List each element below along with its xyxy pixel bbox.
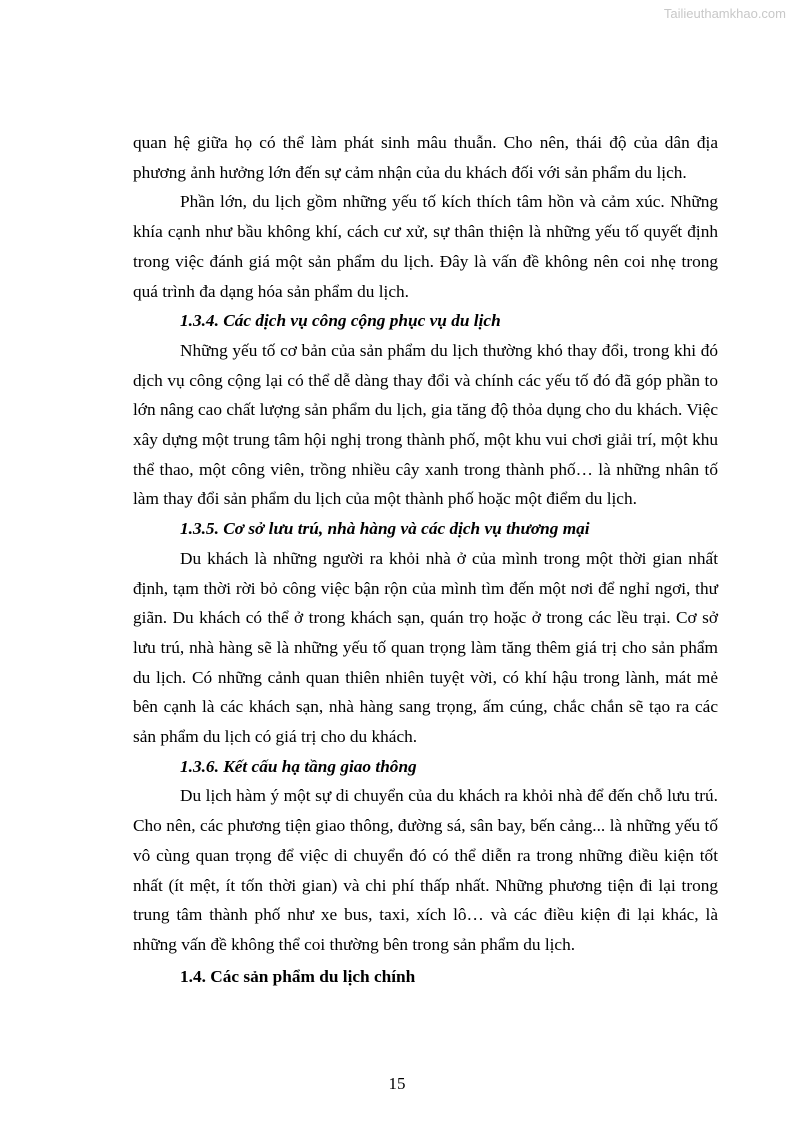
section-heading-1-4: 1.4. Các sản phẩm du lịch chính <box>180 966 416 986</box>
paragraph-public-services: Những yếu tố cơ bản của sản phẩm du lịch thường khó thay đổi, trong khi đó dịch vụ công cộng lại có thể dễ dàng thay đổi và chính các yếu tố đó đã góp phần to lớn nâng cao chất lượng sản phẩm du lịch, gia tăng độ thỏa dụng cho du khách. Việc xây dựng một trung tâm hội nghị trong thành phố, một khu vui chơi giải trí, một khu thể thao, một công viên, trồng nhiều cây xanh trong thành phố… là những nhân tố làm thay đổi sản phẩm du lịch của một thành phố hoặc một điểm du lịch. <box>133 340 718 509</box>
paragraph-transport: Du lịch hàm ý một sự di chuyển của du khách ra khỏi nhà để đến chỗ lưu trú. Cho nên, các phương tiện giao thông, đường sá, sân bay, bến cảng... là những yếu tố vô cùng quan trọng để việc di chuyển đó có thể diễn ra trong những điều kiện tốt nhất (ít mệt, ít tốn thời gian) và chi phí thấp nhất. Những phương tiện đi lại trong trung tâm thành phố như xe bus, taxi, xích lô… và các điều kiện đi lại khác, là những vấn đề không thể coi thường bên trong sản phẩm du lịch. <box>133 786 718 954</box>
subheading-1-3-6: 1.3.6. Kết cấu hạ tầng giao thông <box>180 756 417 776</box>
paragraph-emotion-factors: Phần lớn, du lịch gồm những yếu tố kích thích tâm hồn và cảm xúc. Những khía cạnh như bầu không khí, cách cư xử, sự thân thiện là những yếu tố quyết định trong việc đánh giá một sản phẩm du lịch. Đây là vấn đề không nên coi nhẹ trong quá trình đa dạng hóa sản phẩm du lịch. <box>133 192 718 301</box>
document-body <box>133 128 718 991</box>
paragraph-accommodation: Du khách là những người ra khỏi nhà ở của mình trong một thời gian nhất định, tạm thời rời bỏ công việc bận rộn của mình tìm đến một nơi để nghỉ ngơi, thư giãn. Du khách có thể ở trong khách sạn, quán trọ hoặc ở trong các lều trại. Cơ sở lưu trú, nhà hàng sẽ là những yếu tố quan trọng làm tăng thêm giá trị cho sản phẩm du lịch. Có những cảnh quan thiên nhiên tuyệt vời, có khí hậu trong lành, mát mẻ bên cạnh là các khách sạn, nhà hàng sang trọng, ấm cúng, chắc chắn sẽ tạo ra các sản phẩm du lịch có giá trị cho du khách. <box>133 548 718 747</box>
watermark-text: Tailieuthamkhao.com <box>663 6 786 21</box>
subheading-1-3-4: 1.3.4. Các dịch vụ công cộng phục vụ du lịch <box>180 311 501 331</box>
page-number: 15 <box>388 1074 406 1093</box>
subheading-1-3-5: 1.3.5. Cơ sở lưu trú, nhà hàng và các dịch vụ thương mại <box>180 519 590 539</box>
paragraph-continuation: quan hệ giữa họ có thể làm phát sinh mâu thuẫn. Cho nên, thái độ của dân địa phương ảnh hưởng lớn đến sự cảm nhận của du khách đối với sản phẩm du lịch. <box>133 133 718 182</box>
